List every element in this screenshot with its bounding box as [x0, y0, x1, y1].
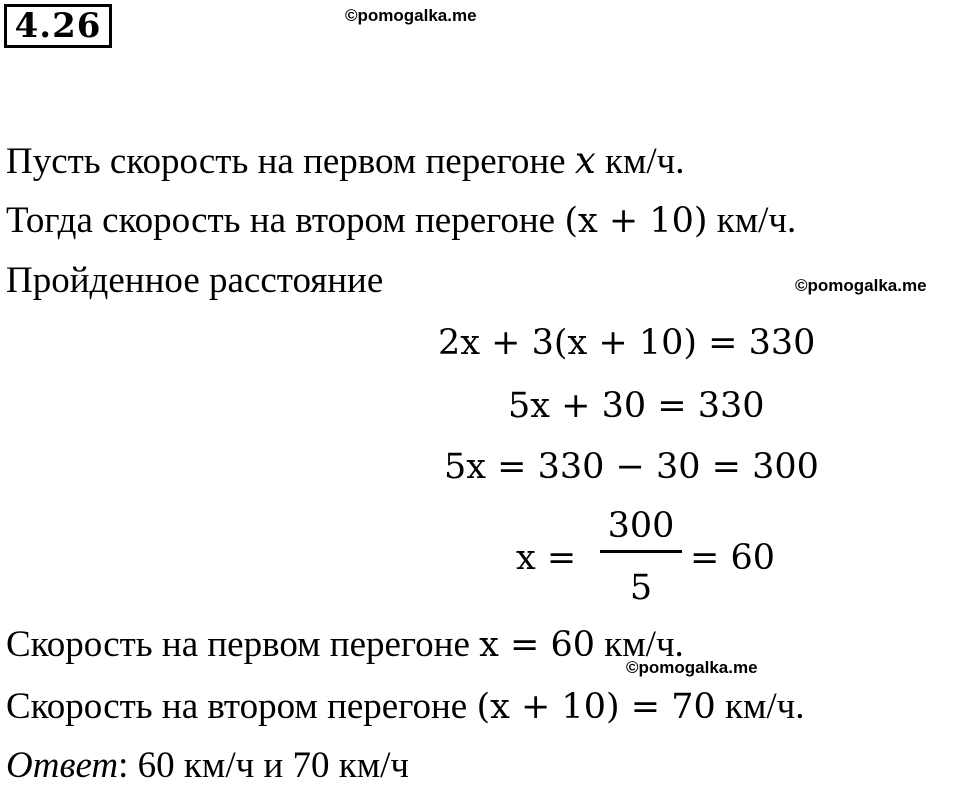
- text-line-2: [6, 202, 796, 239]
- watermark-top: ©pomogalka.me: [345, 6, 477, 25]
- line1-text-end: км/ч.: [595, 141, 685, 182]
- text-line-4: [6, 626, 684, 663]
- equation-1: 2x + 3(x + 10) = 330: [438, 323, 816, 363]
- text-line-5: [6, 688, 805, 725]
- watermark-middle: ©pomogalka.me: [795, 276, 927, 295]
- line4-text-end: км/ч.: [595, 624, 684, 665]
- problem-number-box: [4, 4, 112, 48]
- line5-math: (x + 10) = 70: [476, 687, 716, 727]
- answer-line: [6, 747, 409, 784]
- line4-text-start: Скорость на первом перегоне: [6, 624, 480, 665]
- answer-label: Ответ: [6, 745, 119, 786]
- line1-text-start: Пусть скорость на первом перегоне: [6, 141, 575, 182]
- line5-text-end: км/ч.: [715, 686, 805, 727]
- equation-3: 5x = 330 − 30 = 300: [444, 447, 819, 487]
- fraction-numerator: 300: [607, 506, 675, 546]
- line2-text-end: км/ч.: [707, 200, 797, 241]
- equation-4-lhs: x =: [516, 538, 577, 578]
- line1-variable: x: [574, 139, 596, 182]
- line4-math: x = 60: [479, 625, 596, 665]
- fraction-denominator: 5: [629, 568, 653, 608]
- line2-math: (x + 10): [564, 201, 708, 241]
- fraction-bar: [600, 550, 682, 553]
- text-line-3: Пройденное расстояние: [6, 260, 384, 301]
- equation-4-rhs: = 60: [690, 538, 775, 578]
- equation-2: 5x + 30 = 330: [508, 386, 765, 426]
- line2-text-start: Тогда скорость на втором перегоне: [6, 200, 565, 241]
- problem-number: 4.26: [14, 6, 102, 46]
- text-line-1: [6, 139, 685, 182]
- watermark-bottom: ©pomogalka.me: [626, 658, 758, 677]
- line5-text-start: Скорость на втором перегоне: [6, 686, 477, 727]
- answer-text: : 60 км/ч и 70 км/ч: [118, 745, 410, 786]
